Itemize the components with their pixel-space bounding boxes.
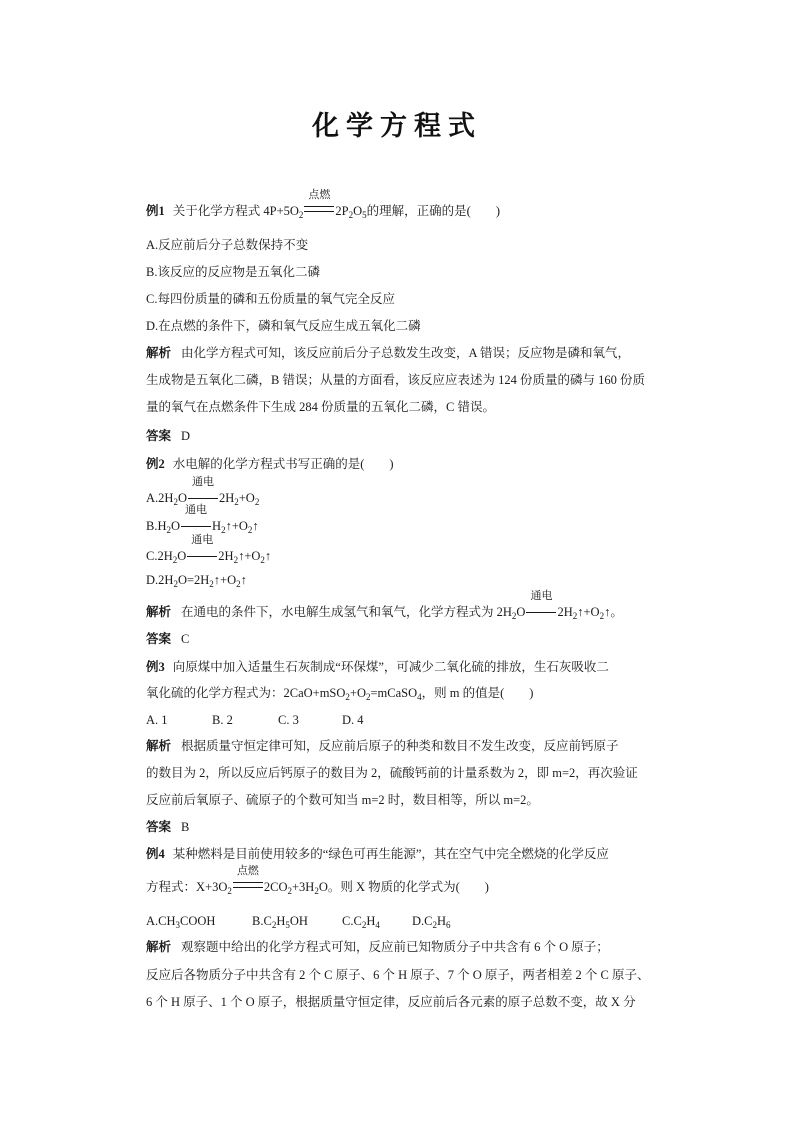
ex4-stem: 例4 某种燃料是目前使用较多的“绿色可再生能源”，其在空气中完全燃烧的化学反应 [146, 847, 609, 861]
analysis-label: 解析 [146, 605, 172, 619]
ex1-option-a: A.反应前后分子总数保持不变 [146, 238, 309, 252]
ex4-options [146, 913, 451, 930]
ex3-analysis-line: 的数目为 2，所以反应后钙原子的数目为 2，硫酸钙前的计量系数为 2，即 m=2，再次验证 [146, 766, 638, 780]
ex4-analysis-line: 反应后各物质分子中共含有 2 个 C 原子、6 个 H 原子、7 个 O 原子，两者相差 2 个 C 原子、 [146, 968, 650, 982]
ex2-option-a: $A.2H_2O$ 通电 $2H_2+O_2$ [146, 476, 260, 507]
ex3-analysis-line: 反应前后氧原子、硫原子的个数可知当 m=2 时，数目相等，所以 m=2。 [146, 793, 539, 807]
ex4-analysis-line: 解析 观察题中给出的化学方程式可知，反应前已知物质分子中共含有 6 个 O 原子； [146, 940, 609, 954]
answer-label: 答案 [146, 429, 172, 443]
ex3-label: 例3 [146, 660, 165, 674]
analysis-label: 解析 [146, 739, 172, 753]
ex4-option-d: $D.C_2H_6$ [412, 914, 451, 930]
ex4-label: 例4 [146, 847, 165, 861]
answer-label: 答案 [146, 632, 172, 646]
ex2-answer: 答案 C [146, 632, 190, 646]
ex3-stem-cont: 氧化硫的化学方程式为：$2CaO+mSO_2+O_2=mCaSO_4$，则 m 的值是( ) [146, 686, 534, 702]
ex4-option-c: $C.C_2H_4$ [342, 914, 380, 930]
ex2-option-c: $C.2H_2O$ 通电 $2H_2↑+O_2↑$ [146, 534, 272, 565]
ex2-option-d: $D.2H_2O=2H_2↑+O_2↑$ [146, 573, 247, 589]
analysis-label: 解析 [146, 346, 172, 360]
ex1-label: 例1 [146, 204, 165, 218]
ex1-option-d: D.在点燃的条件下，磷和氧气反应生成五氧化二磷 [146, 319, 421, 333]
ex1-analysis-line: 量的氧气在点燃条件下生成 284 份质量的五氧化二磷，C 错误。 [146, 400, 495, 414]
ex3-option-a: A. 1 [146, 713, 168, 727]
analysis-label: 解析 [146, 940, 172, 954]
ex2-analysis: 解析 在通电的条件下，水电解生成氢气和氧气，化学方程式为 $2H_2O$ 通电 $2H_2↑+O_2↑$。 [146, 590, 623, 621]
ex1-answer: 答案 D [146, 429, 191, 443]
ex4-analysis-line: 6 个 H 原子、1 个 O 原子，根据质量守恒定律，反应前后各元素的原子总数不变，故 X 分 [146, 995, 636, 1009]
ex3-answer: 答案 B [146, 820, 190, 834]
ex2-stem: 例2 水电解的化学方程式书写正确的是( ) [146, 457, 394, 471]
ex1-analysis-line: 生成物是五氧化二磷，B 错误；从量的方面看，该反应应表述为 124 份质量的磷与 160 份质 [146, 373, 645, 387]
ex1-option-c: C.每四份质量的磷和五份质量的氧气完全反应 [146, 292, 395, 306]
ex4-option-a: $A.CH_3COOH$ [146, 914, 216, 930]
ex3-stem: 例3 向原煤中加入适量生石灰制成“环保煤”，可减少二氧化硫的排放，生石灰吸收二 [146, 660, 609, 674]
page-title: 化学方程式 [312, 111, 482, 142]
ex3-analysis-line: 解析 根据质量守恒定律可知，反应前后原子的种类和数目不发生改变，反应前钙原子 [146, 739, 619, 753]
ex3-option-d: D. 4 [342, 713, 364, 727]
reaction-condition: 点燃 [303, 203, 335, 220]
ex2-option-b: $B.H_2O$ 通电 $H_2↑+O_2↑$ [146, 504, 259, 535]
ex2-label: 例2 [146, 457, 165, 471]
ex3-option-c: C. 3 [278, 713, 299, 727]
ex4-stem-cont: 方程式：$X+3O_2$ 点燃 $2CO_2+3H_2O$。则 X 物质的化学式为( ) [146, 865, 489, 896]
answer-label: 答案 [146, 820, 172, 834]
ex1-analysis-line: 解析 由化学方程式可知，该反应前后分子总数发生改变，A 错误；反应物是磷和氧气， [146, 346, 630, 360]
ex3-options [146, 712, 364, 729]
ex1-stem: 例1 关于化学方程式 $4P+5O_2$ 点燃 $2P_2O_5$的理解，正确的是( ) [146, 189, 500, 220]
ex3-option-b: B. 2 [212, 713, 233, 727]
ex4-option-b: $B.C_2H_5OH$ [252, 914, 308, 930]
ex1-option-b: B.该反应的反应物是五氧化二磷 [146, 265, 320, 279]
